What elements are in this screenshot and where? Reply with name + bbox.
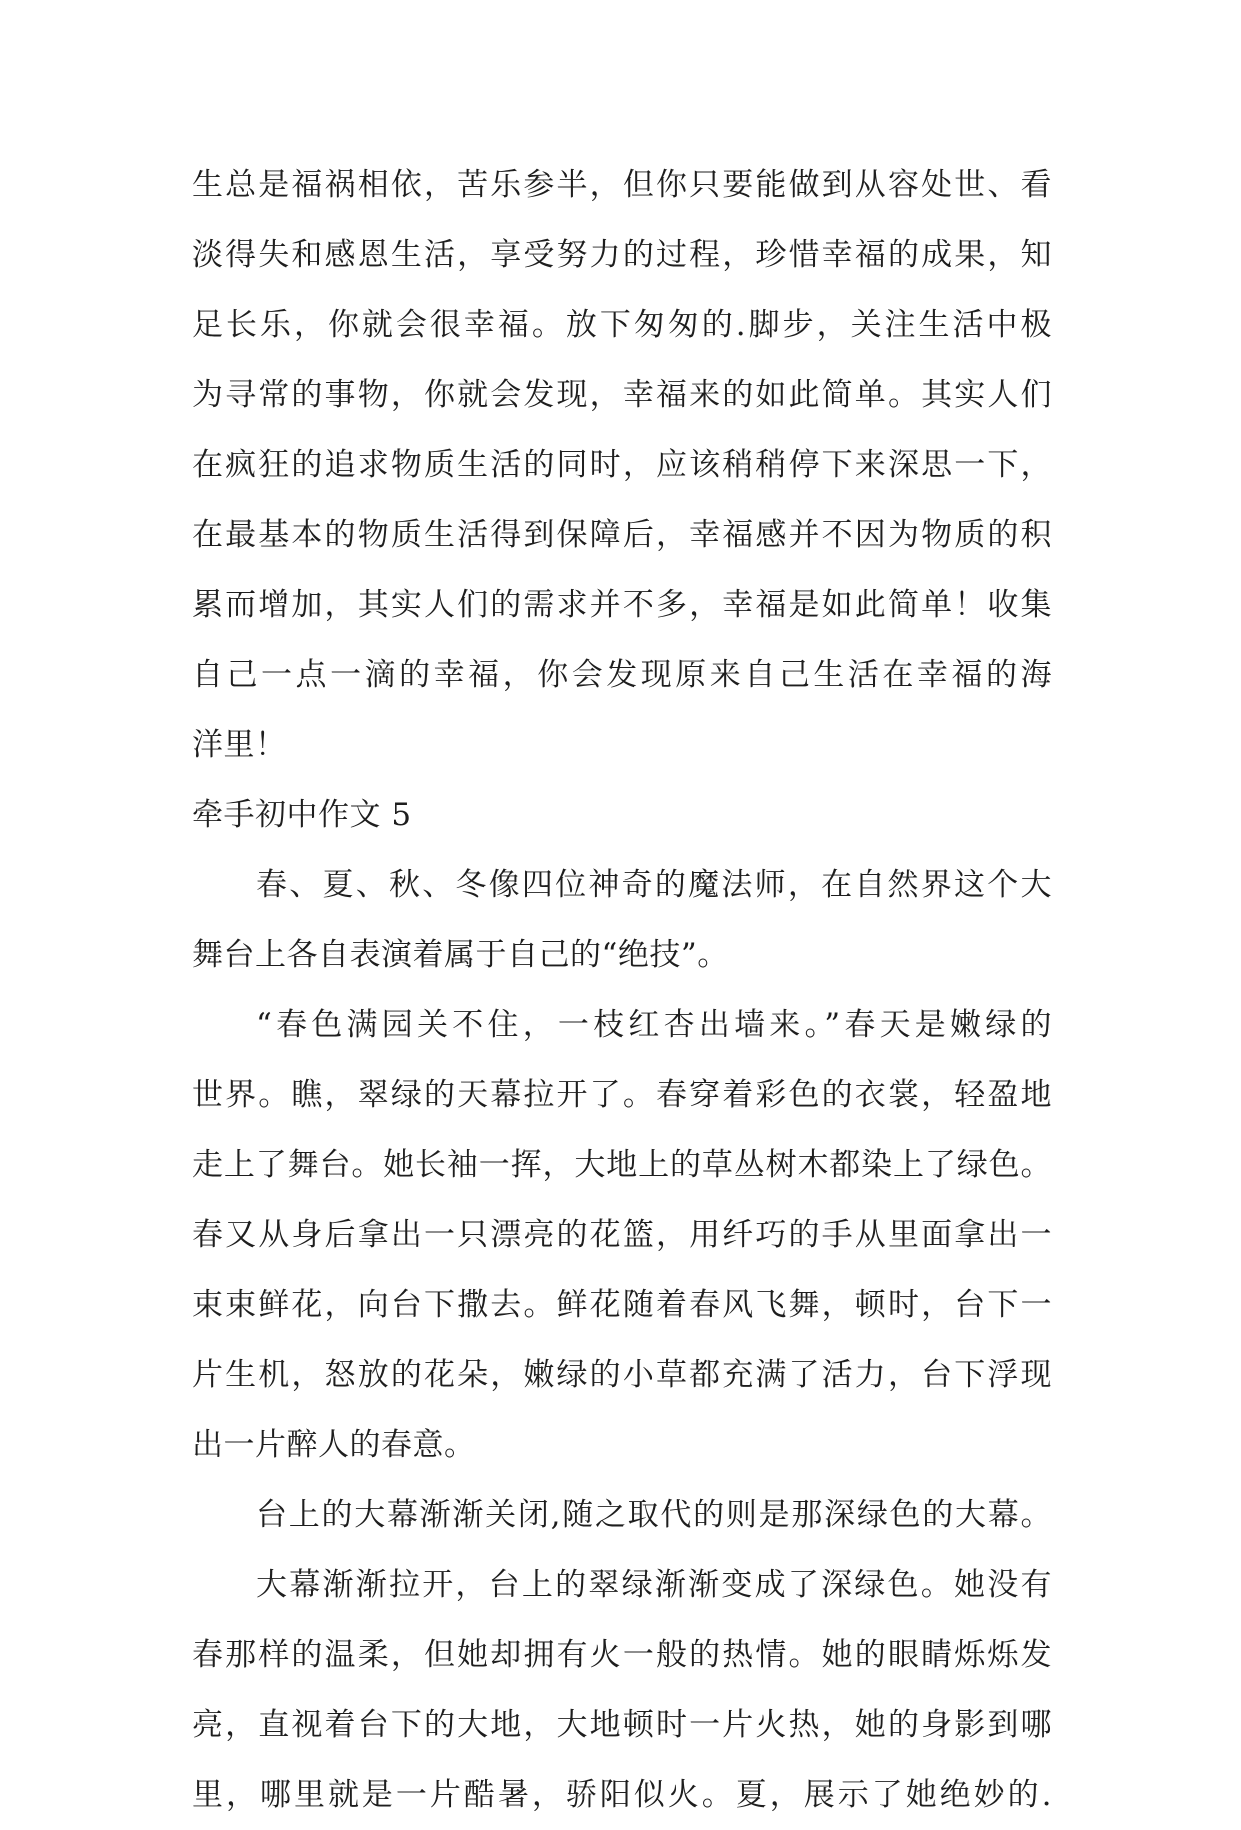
paragraph-3 (192, 990, 1052, 1480)
document-body (192, 150, 1052, 1830)
text-line: 洋里！ (192, 727, 287, 763)
text-line: 片生机，怒放的花朵，嫩绿的小草都充满了活力，台下浮现 (192, 1357, 1052, 1393)
text-line: 出一片醉人的春意。 (192, 1427, 476, 1463)
text-line: 生总是福祸相依，苦乐参半，但你只要能做到从容处世、看 (192, 167, 1052, 203)
text-line: 在最基本的物质生活得到保障后，幸福感并不因为物质的积 (192, 517, 1052, 553)
text-line: 春、夏、秋、冬像四位神奇的魔法师，在自然界这个大 (256, 867, 1052, 903)
text-line: 为寻常的事物，你就会发现，幸福来的如此简单。其实人们 (192, 377, 1052, 413)
text-line: 自己一点一滴的幸福，你会发现原来自己生活在幸福的海 (192, 657, 1052, 693)
text-line: 亮，直视着台下的大地，大地顿时一片火热，她的身影到哪 (192, 1707, 1052, 1743)
paragraph-5 (192, 1550, 1052, 1830)
text-line: “春色满园关不住，一枝红杏出墙来。”春天是嫩绿的 (256, 1007, 1052, 1043)
paragraph-4 (192, 1480, 1052, 1550)
text-line: 春又从身后拿出一只漂亮的花篮，用纤巧的手从里面拿出一 (192, 1217, 1052, 1253)
text-line: 累而增加，其实人们的需求并不多，幸福是如此简单！收集 (192, 587, 1052, 623)
text-line: 在疯狂的追求物质生活的同时，应该稍稍停下来深思一下， (192, 447, 1052, 483)
paragraph-2 (192, 850, 1052, 990)
text-line: 足长乐，你就会很幸福。放下匆匆的.脚步，关注生活中极 (192, 307, 1052, 343)
text-line: 里，哪里就是一片酷暑，骄阳似火。夏，展示了她绝妙的. (192, 1777, 1052, 1813)
text-line: 大幕渐渐拉开，台上的翠绿渐渐变成了深绿色。她没有 (256, 1567, 1052, 1603)
text-line: 淡得失和感恩生活，享受努力的过程，珍惜幸福的成果，知 (192, 237, 1052, 273)
text-line: 春那样的温柔，但她却拥有火一般的热情。她的眼睛烁烁发 (192, 1637, 1052, 1673)
text-line: 走上了舞台。她长袖一挥，大地上的草丛树木都染上了绿色。 (192, 1147, 1052, 1183)
text-line: 束束鲜花，向台下撒去。鲜花随着春风飞舞，顿时，台下一 (192, 1287, 1052, 1323)
section-heading: 牵手初中作文 5 (192, 797, 412, 833)
paragraph-1 (192, 150, 1052, 780)
text-line: 台上的大幕渐渐关闭,随之取代的则是那深绿色的大幕。 (256, 1497, 1052, 1533)
text-line: 世界。瞧，翠绿的天幕拉开了。春穿着彩色的衣裳，轻盈地 (192, 1077, 1052, 1113)
text-line: 舞台上各自表演着属于自己的“绝技”。 (192, 937, 729, 973)
